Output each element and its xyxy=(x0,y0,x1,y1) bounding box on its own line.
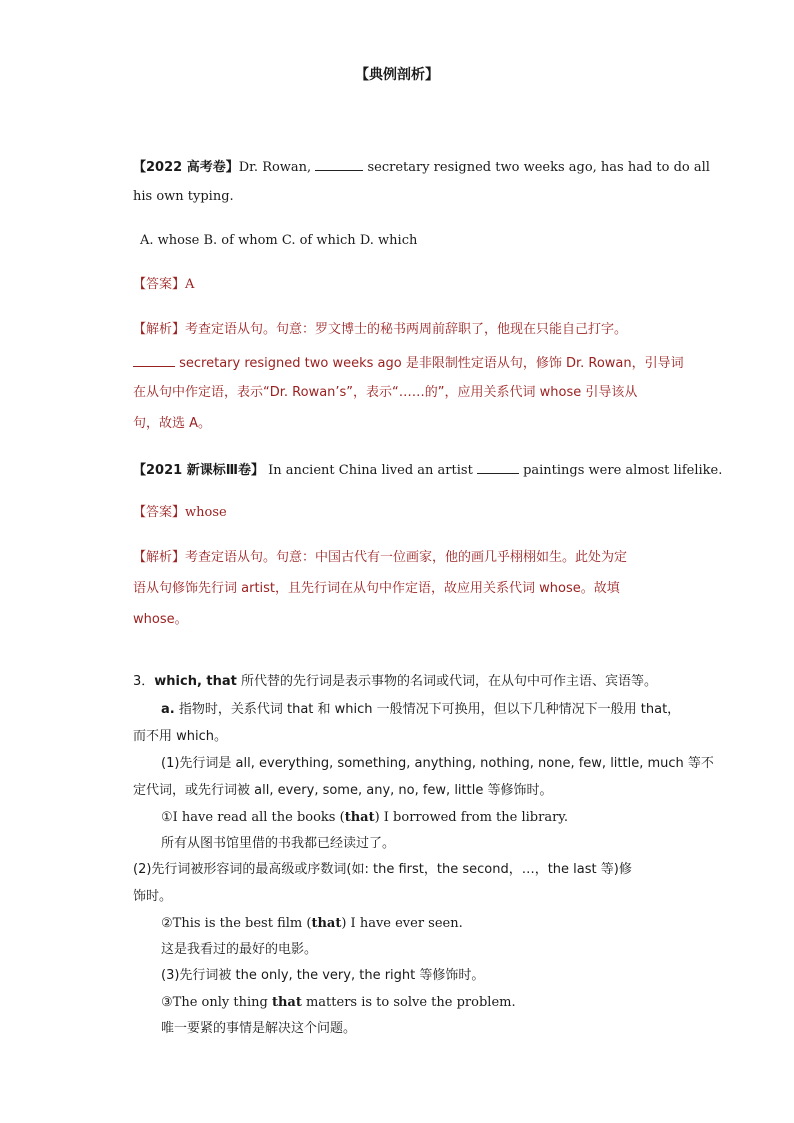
section3-a-line1 xyxy=(161,702,680,718)
section3-heading-rest: 所代替的先行词是表示事物的名词或代词，在从句中可作主语、宾语等。 xyxy=(236,674,658,689)
example1-stem-before: Dr. Rowan, xyxy=(238,160,316,175)
example2-source: 【2021 新课标Ⅲ卷】 xyxy=(133,463,264,478)
example2-analysis-line2: 语从句修饰先行词 artist，且先行词在从句中作定语，故应用关系代词 whose。故填 xyxy=(133,581,620,596)
example2-stem xyxy=(133,461,722,479)
section3-a-text1: 指物时，关系代词 that 和 which 一般情况下可换用，但以下几种情况下一般用 that， xyxy=(174,702,681,717)
example-sentence-3-translation: 唯一要紧的事情是解决这个问题。 xyxy=(161,1021,357,1036)
example1-stem-after: secretary resigned two weeks ago, has had to do all xyxy=(363,160,710,175)
example1-analysis-line1 xyxy=(133,322,627,338)
example-sentence-1 xyxy=(161,810,568,826)
example1-analysis-line2 xyxy=(133,354,684,372)
section3-heading xyxy=(133,674,657,690)
example2-analysis-line1 xyxy=(133,550,627,566)
example2-blank xyxy=(477,461,519,474)
example-sentence-2-pre: ②This is the best film ( xyxy=(161,916,312,931)
example2-analysis-line3: whose。 xyxy=(133,612,188,627)
rule1-line1: (1)先行词是 all, everything, something, anything, nothing, none, few, little, much 等不 xyxy=(161,756,714,771)
example-sentence-1-keyword: that xyxy=(344,810,375,825)
example-sentence-3-post: matters is to solve the problem. xyxy=(301,995,516,1010)
example1-analysis-line4: 句，故选 A。 xyxy=(133,416,212,431)
section3-a-line2: 而不用 which。 xyxy=(133,729,228,744)
example-sentence-3 xyxy=(161,995,516,1011)
example1-options: A. whose B. of whom C. of which D. which xyxy=(140,233,418,248)
example1-analysis-text2: secretary resigned two weeks ago 是非限制性定语从句，修饰 Dr. Rowan，引导词 xyxy=(175,356,684,371)
example2-stem-after: paintings were almost lifelike. xyxy=(518,463,723,478)
example1-blank xyxy=(315,158,363,171)
example-sentence-1-post: ) I borrowed from the library. xyxy=(374,810,569,825)
example-sentence-2-translation: 这是我看过的最好的电影。 xyxy=(161,942,318,957)
section-title: 【典例剖析】 xyxy=(355,67,439,83)
example2-stem-before: In ancient China lived an artist xyxy=(264,463,477,478)
example-sentence-3-pre: ③The only thing xyxy=(161,995,272,1010)
example1-stem xyxy=(133,158,710,176)
example-sentence-3-keyword: that xyxy=(271,995,302,1010)
example-sentence-1-pre: ①I have read all the books ( xyxy=(161,810,345,825)
example1-answer-value: A xyxy=(185,277,195,292)
example-sentence-2-post: ) I have ever seen. xyxy=(341,916,463,931)
section3-heading-bold: which, that xyxy=(154,674,237,689)
example1-analysis-tag: 【解析】 xyxy=(133,322,186,337)
section3-number: 3． xyxy=(133,674,155,689)
example-sentence-1-translation: 所有从图书馆里借的书我都已经读过了。 xyxy=(161,836,396,851)
example2-analysis-text1: 考查定语从句。句意：中国古代有一位画家，他的画几乎栩栩如生。此处为定 xyxy=(185,550,628,565)
rule3-line1: (3)先行词被 the only, the very, the right 等修饰时。 xyxy=(161,968,485,983)
example2-answer-value: whose xyxy=(185,505,227,520)
example1-answer-tag: 【答案】 xyxy=(133,277,186,292)
example1-analysis-line3: 在从句中作定语，表示“Dr. Rowan’s”，表示“……的”，应用关系代词 whose 引导该从 xyxy=(133,385,638,400)
example1-analysis-text1: 考查定语从句。句意：罗文博士的秘书两周前辞职了，他现在只能自己打字。 xyxy=(185,322,628,337)
rule2-line1: (2)先行词被形容词的最高级或序数词(如: the first，the second，…，the last 等)修 xyxy=(133,862,632,877)
example2-answer-tag: 【答案】 xyxy=(133,505,186,520)
example1-analysis-blank xyxy=(133,354,175,367)
rule1-line2: 定代词，或先行词被 all, every, some, any, no, few, little 等修饰时。 xyxy=(133,783,553,798)
example-sentence-2 xyxy=(161,916,463,932)
section3-a-label: a. xyxy=(161,702,175,717)
example1-answer xyxy=(133,277,194,293)
example-sentence-2-keyword: that xyxy=(311,916,342,931)
example2-answer xyxy=(133,505,227,521)
example2-analysis-tag: 【解析】 xyxy=(133,550,186,565)
rule2-line2: 饰时。 xyxy=(133,889,173,904)
example1-stem-line2: his own typing. xyxy=(133,189,234,204)
example1-source: 【2022 高考卷】 xyxy=(133,160,239,175)
